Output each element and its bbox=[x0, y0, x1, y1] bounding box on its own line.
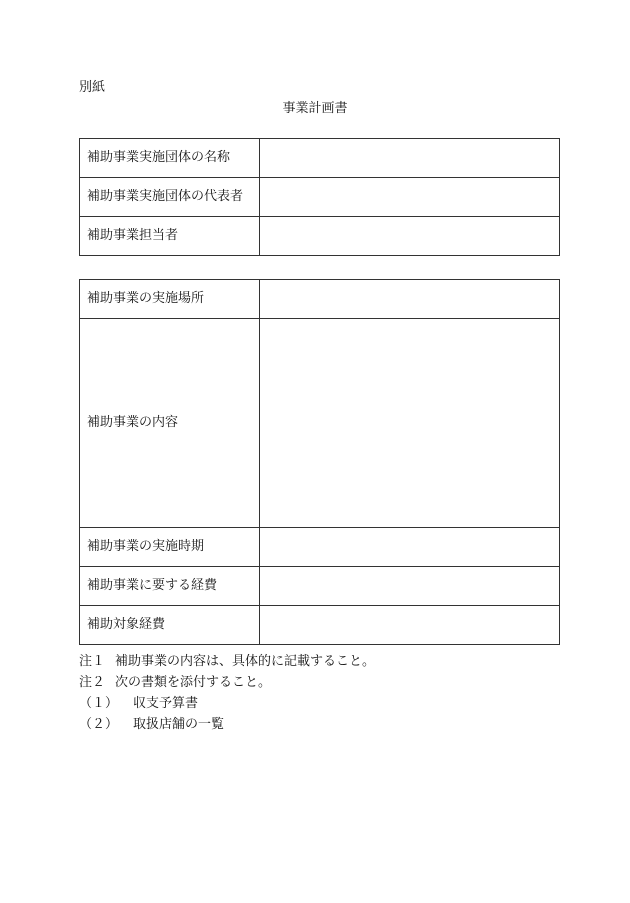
table-row bbox=[80, 178, 560, 217]
attachment-item-2 bbox=[79, 714, 375, 735]
eligible-expenses-field[interactable] bbox=[260, 606, 560, 645]
organization-name-label: 補助事業実施団体の名称 bbox=[80, 139, 260, 178]
location-label: 補助事業の実施場所 bbox=[80, 280, 260, 319]
attachment-label: 別紙 bbox=[79, 80, 106, 95]
attachment-item-1-num: （１） bbox=[79, 696, 119, 711]
person-in-charge-field[interactable] bbox=[260, 217, 560, 256]
note-1-text: 補助事業の内容は、具体的に記載すること。 bbox=[115, 654, 376, 669]
table-row bbox=[80, 606, 560, 645]
page-title: 事業計画書 bbox=[282, 101, 348, 116]
note-1 bbox=[79, 651, 375, 672]
note-2 bbox=[79, 672, 375, 693]
attachment-item-1 bbox=[79, 693, 375, 714]
attachment-item-1-text: 収支予算書 bbox=[133, 696, 199, 711]
attachment-item-2-num: （２） bbox=[79, 717, 119, 732]
content-label: 補助事業の内容 bbox=[80, 319, 260, 528]
table-row bbox=[80, 139, 560, 178]
location-field[interactable] bbox=[260, 280, 560, 319]
attachment-item-2-text: 取扱店舗の一覧 bbox=[133, 717, 225, 732]
eligible-expenses-label: 補助対象経費 bbox=[80, 606, 260, 645]
organization-info-table bbox=[79, 138, 560, 256]
table-row bbox=[80, 280, 560, 319]
table-row bbox=[80, 528, 560, 567]
representative-field[interactable] bbox=[260, 178, 560, 217]
project-details-table bbox=[79, 279, 560, 645]
table-row bbox=[80, 217, 560, 256]
content-field[interactable] bbox=[260, 319, 560, 528]
period-field[interactable] bbox=[260, 528, 560, 567]
expenses-label: 補助事業に要する経費 bbox=[80, 567, 260, 606]
note-1-head: 注１ bbox=[79, 654, 106, 669]
note-2-head: 注２ bbox=[79, 675, 106, 690]
period-label: 補助事業の実施時期 bbox=[80, 528, 260, 567]
organization-name-field[interactable] bbox=[260, 139, 560, 178]
note-2-text: 次の書類を添付すること。 bbox=[115, 675, 272, 690]
table-row bbox=[80, 319, 560, 528]
table-row bbox=[80, 567, 560, 606]
notes-section bbox=[79, 651, 375, 735]
expenses-field[interactable] bbox=[260, 567, 560, 606]
person-in-charge-label: 補助事業担当者 bbox=[80, 217, 260, 256]
representative-label: 補助事業実施団体の代表者 bbox=[80, 178, 260, 217]
